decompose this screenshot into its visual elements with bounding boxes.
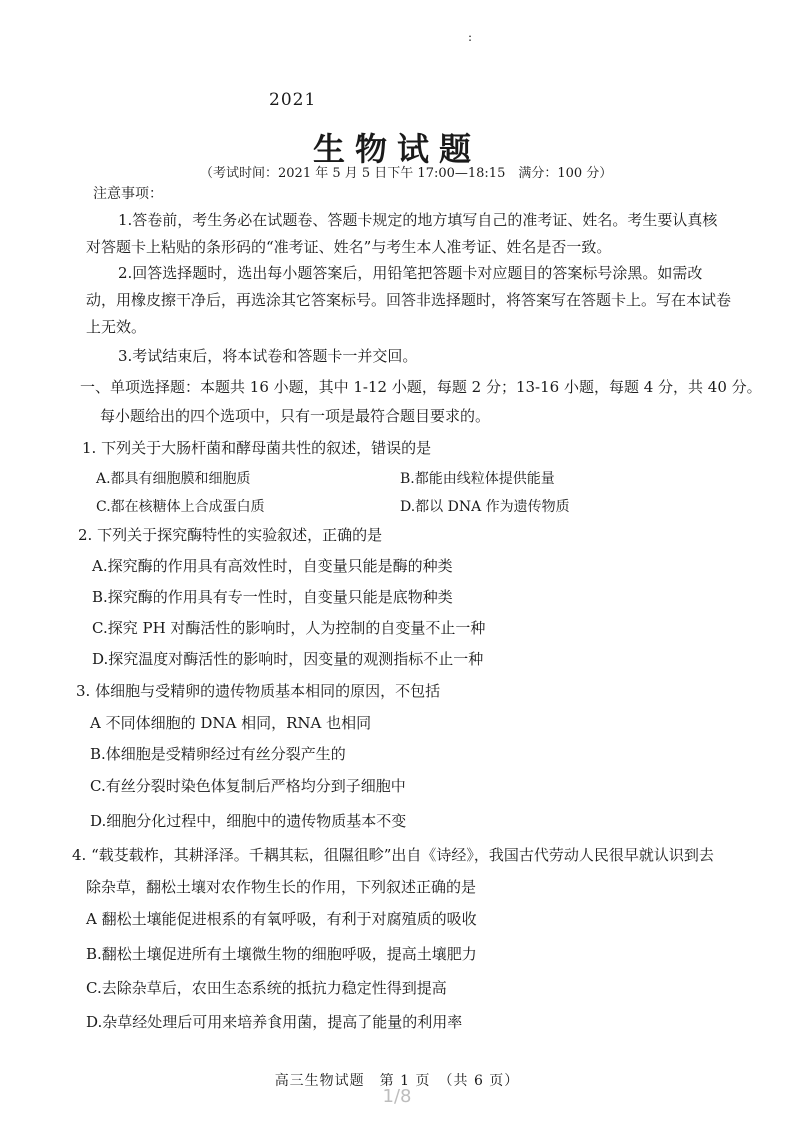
question-stem: 4. “载芟载柞，其耕泽泽。千耦其耘，徂隰徂畛”出自《诗经》，我国古代劳动人民很早就认识到去 [72, 846, 714, 864]
option-a: A 不同体细胞的 DNA 相同，RNA 也相同 [90, 714, 372, 732]
notice-line: 2.回答选择题时，选出每小题答案后，用铅笔把答题卡对应题目的答案标号涂黑。如需改 [118, 264, 703, 282]
option-d: D.细胞分化过程中，细胞中的遗传物质基本不变 [90, 812, 407, 830]
notice-line: 3.考试结束后，将本试卷和答题卡一并交回。 [118, 347, 418, 365]
section-subheading: 每小题给出的四个选项中，只有一项是最符合题目要求的。 [100, 407, 491, 425]
question-stem-continued: 除杂草，翻松土壤对农作物生长的作用，下列叙述正确的是 [86, 878, 477, 896]
section-heading: 一、单项选择题：本题共 16 小题，其中 1-12 小题，每题 2 分；13-16 小题，每题 4 分，共 40 分。 [80, 378, 762, 396]
option-b: B.体细胞是受精卵经过有丝分裂产生的 [90, 745, 346, 763]
option-c: C.有丝分裂时染色体复制后严格均分到子细胞中 [90, 777, 406, 795]
option-d: D.探究温度对酶活性的影响时，因变量的观测指标不止一种 [92, 650, 484, 668]
option-b: B.探究酶的作用具有专一性时，自变量只能是底物种类 [92, 588, 453, 606]
scan-mark: : [468, 30, 473, 44]
exam-info: （考试时间：2021 年 5 月 5 日下午 17:00—18:15 满分：100 分） [200, 166, 613, 181]
page-title: 生物试题 [312, 130, 481, 168]
option-d: D.都以 DNA 作为遗传物质 [400, 499, 570, 515]
question-stem: 2. 下列关于探究酶特性的实验叙述，正确的是 [78, 526, 383, 544]
option-d: D.杂草经处理后可用来培养食用菌，提高了能量的利用率 [86, 1013, 463, 1031]
question-stem: 3. 体细胞与受精卵的遗传物质基本相同的原因，不包括 [76, 682, 441, 700]
exam-year: 2021 [269, 90, 317, 110]
option-c: C.去除杂草后，农田生态系统的抵抗力稳定性得到提高 [86, 979, 447, 997]
page-indicator[interactable]: 1/8 [382, 1086, 412, 1107]
notice-line: 对答题卡上粘贴的条形码的“准考证、姓名”与考生本人准考证、姓名是否一致。 [86, 238, 612, 256]
notice-line: 动，用橡皮擦干净后，再选涂其它答案标号。回答非选择题时，将答案写在答题卡上。写在本试卷 [86, 291, 732, 309]
notice-title: 注意事项： [93, 186, 163, 202]
option-b: B.都能由线粒体提供能量 [400, 471, 555, 487]
option-c: C.都在核糖体上合成蛋白质 [96, 499, 265, 515]
option-a: A.探究酶的作用具有高效性时，自变量只能是酶的种类 [92, 557, 453, 575]
question-stem: 1. 下列关于大肠杆菌和酵母菌共性的叙述，错误的是 [82, 439, 432, 457]
notice-line: 上无效。 [86, 318, 147, 336]
option-a: A 翻松土壤能促进根系的有氧呼吸，有利于对腐殖质的吸收 [86, 910, 477, 928]
option-c: C.探究 PH 对酶活性的影响时，人为控制的自变量不止一种 [92, 619, 486, 637]
option-b: B.翻松土壤促进所有土壤微生物的细胞呼吸，提高土壤肥力 [86, 945, 477, 963]
page-footer: 高三生物试题 第 1 页 （共 6 页） [274, 1073, 520, 1089]
option-a: A.都具有细胞膜和细胞质 [96, 471, 251, 487]
notice-line: 1.答卷前，考生务必在试题卷、答题卡规定的地方填写自己的准考证、姓名。考生要认真核 [118, 211, 718, 229]
